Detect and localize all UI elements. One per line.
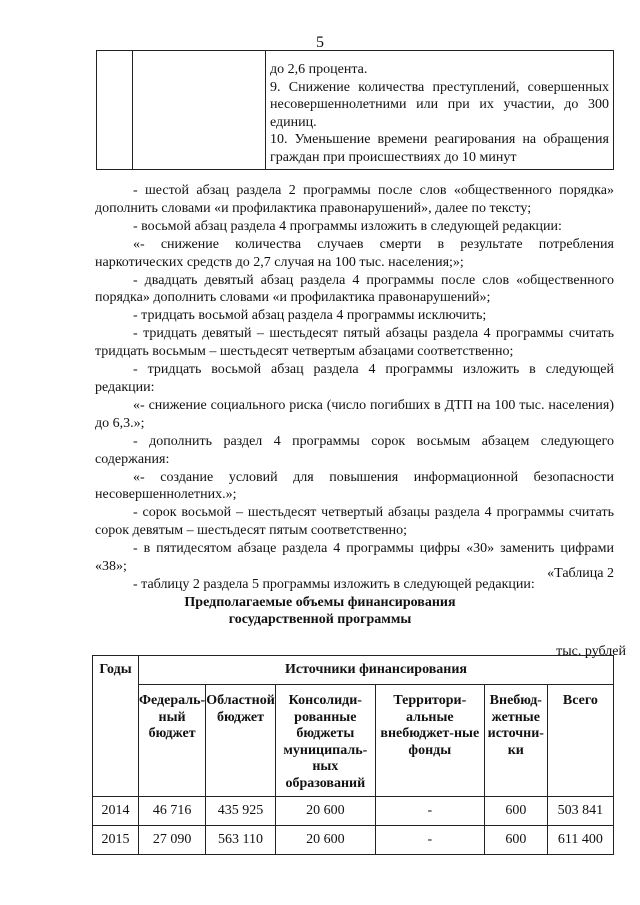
paragraph: - восьмой абзац раздела 4 программы изложить в следующей редакции:: [133, 218, 562, 234]
header-territorial-funds: Территори-альные внебюджет-ные фонды: [375, 685, 484, 797]
cell-territorial-funds: -: [375, 797, 484, 826]
cell-federal: 27 090: [139, 826, 206, 855]
paragraph: - шестой абзац раздела 2 программы после слов «общественного порядка» дополнить словами «и профилактика правонарушений», далее по тексту;: [95, 183, 614, 216]
cell-municipal: 20 600: [275, 797, 375, 826]
table-subheader-row: [93, 685, 614, 797]
amendments-text: [95, 182, 614, 594]
table-cell-number: [97, 51, 133, 170]
header-regional: Областной бюджет: [206, 685, 276, 797]
table-row: [97, 51, 614, 170]
table-row: [93, 826, 614, 855]
header-sources: Источники финансирования: [139, 656, 614, 685]
table-cell-name: [133, 51, 266, 170]
cell-total: 611 400: [547, 826, 613, 855]
indicator-line: до 2,6 процента.: [270, 62, 368, 77]
cell-total: 503 841: [547, 797, 613, 826]
financing-table: [92, 655, 614, 855]
paragraph: - тридцать восьмой абзац раздела 4 программы изложить в следующей редакции:: [95, 362, 614, 395]
header-federal: Федераль-ный бюджет: [139, 685, 206, 797]
continued-table: [96, 50, 614, 170]
header-years: Годы: [93, 656, 139, 797]
paragraph: «- снижение количества случаев смерти в результате потребления наркотических средств до 2,7 случая на 100 тыс. населения;»;: [95, 236, 614, 270]
cell-territorial-funds: -: [375, 826, 484, 855]
paragraph: - тридцать девятый – шестьдесят пятый абзацы раздела 4 программы считать тридцать восьмым – шестьдесят четвертым абзацами соответственно;: [95, 326, 614, 360]
table-header-row: [93, 656, 614, 685]
table-title-line: Предполагаемые объемы финансирования: [184, 595, 456, 610]
table-title-line: государственной программы: [228, 612, 412, 627]
cell-year: 2014: [93, 797, 139, 826]
page-number: 5: [316, 34, 324, 51]
cell-year: 2015: [93, 826, 139, 855]
cell-extrabudgetary: 600: [484, 826, 547, 855]
table-cell-indicators: [266, 51, 614, 170]
indicator-line: 10. Уменьшение времени реагирования на обращения граждан при происшествиях до 10 минут: [270, 132, 609, 165]
table-label: «Таблица 2: [547, 566, 614, 581]
table-title: [0, 594, 640, 628]
paragraph: - дополнить раздел 4 программы сорок восьмым абзацем следующего содержания:: [95, 433, 614, 467]
paragraph: - двадцать девятый абзац раздела 4 программы после слов «общественного порядка» дополнить словами «и профилактика правонарушений»;: [95, 272, 614, 306]
paragraph: - тридцать восьмой абзац раздела 4 программы исключить;: [133, 308, 487, 324]
units-label: тыс. рублей: [556, 644, 626, 659]
header-extrabudgetary: Внебюд-жетные источни-ки: [484, 685, 547, 797]
indicator-line: 9. Снижение количества преступлений, совершенных несовершеннолетними или при их участии, до 300 единиц.: [270, 79, 609, 130]
header-total: Всего: [547, 685, 613, 797]
cell-regional: 435 925: [206, 797, 276, 826]
paragraph: - сорок восьмой – шестьдесят четвертый абзацы раздела 4 программы считать сорок девятым – шестьдесят пятым соответственно;: [95, 505, 614, 539]
paragraph: - таблицу 2 раздела 5 программы изложить в следующей редакции:: [133, 576, 535, 592]
cell-municipal: 20 600: [275, 826, 375, 855]
paragraph: - в пятидесятом абзаце раздела 4 программы цифры «30» заменить цифрами «38»;: [95, 541, 614, 575]
cell-extrabudgetary: 600: [484, 797, 547, 826]
cell-regional: 563 110: [206, 826, 276, 855]
header-municipal: Консолиди-рованные бюджеты муниципаль-ных образований: [275, 685, 375, 797]
table-row: [93, 797, 614, 826]
paragraph: «- создание условий для повышения информационной безопасности несовершеннолетних.»;: [95, 469, 614, 503]
paragraph: «- снижение социального риска (число погибших в ДТП на 100 тыс. населения) до 6,3.»;: [95, 397, 614, 431]
cell-federal: 46 716: [139, 797, 206, 826]
